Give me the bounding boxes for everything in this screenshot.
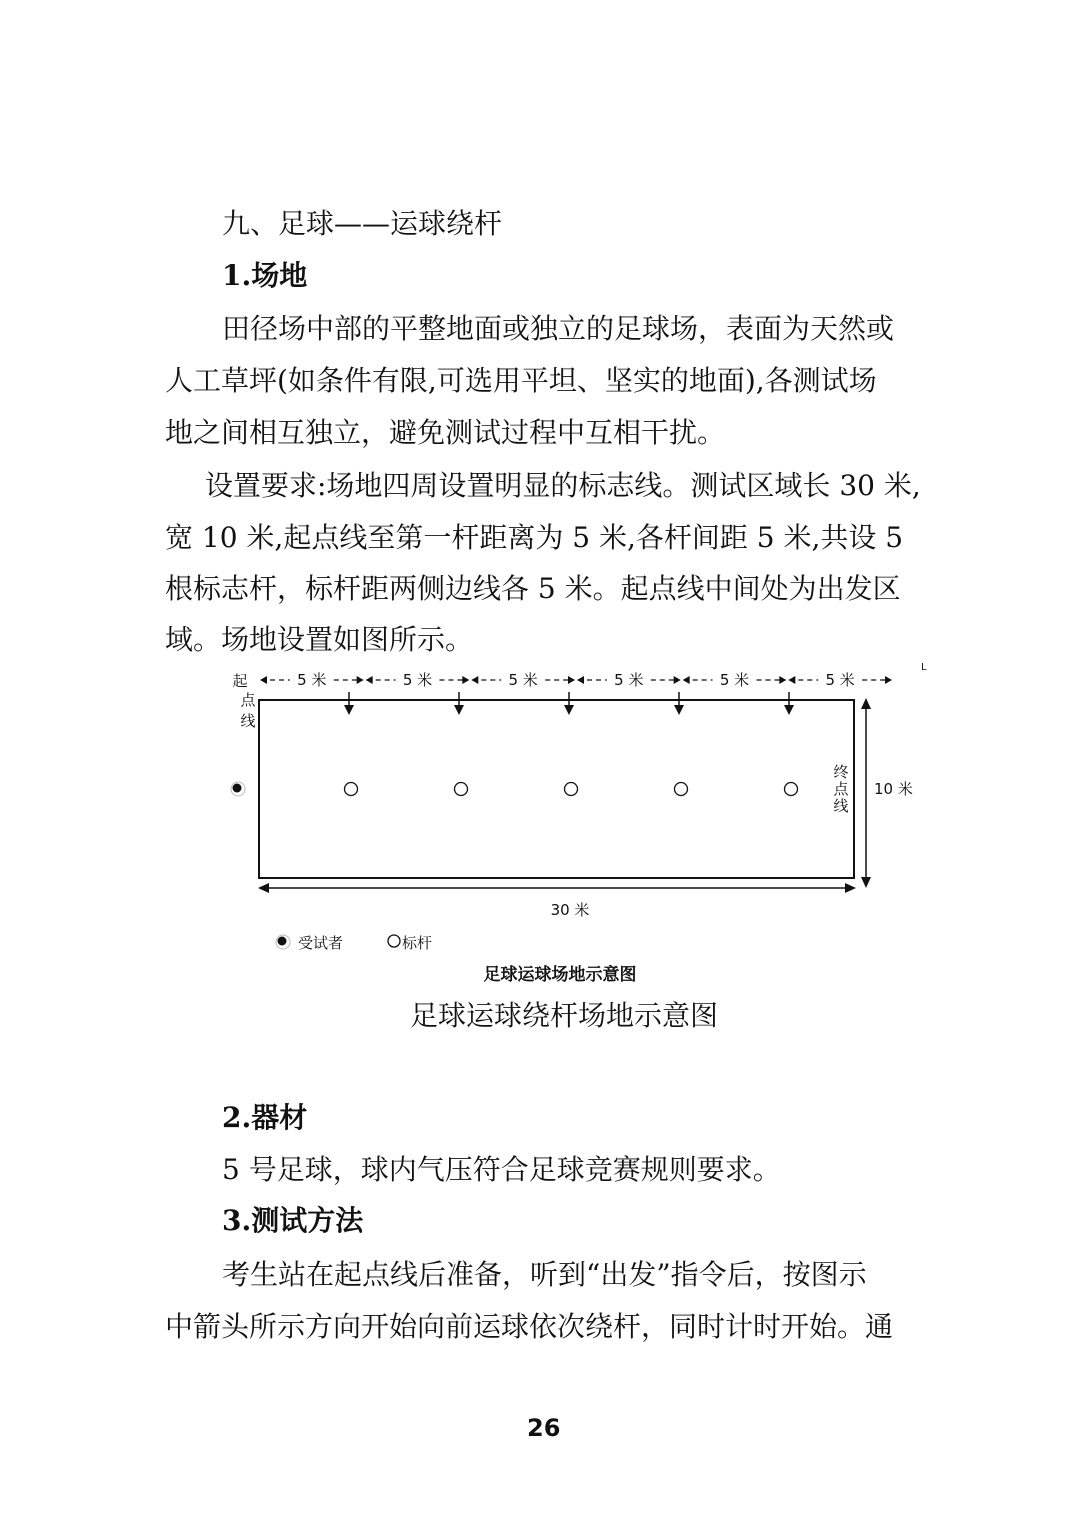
pole-direction-arrow (674, 692, 684, 715)
pole-marker (565, 783, 578, 796)
pole-direction-arrow (564, 692, 574, 715)
legend-pole-label: 标杆 (402, 934, 433, 952)
finish-line-char-1: 终 (833, 763, 849, 781)
pole-marker (785, 783, 798, 796)
segment-label: 5 米 (719, 671, 750, 689)
figure-caption: 足球运球绕杆场地示意图 (410, 999, 719, 1032)
pole-direction-arrow (784, 692, 794, 715)
venue-para2-line-4: 域。场地设置如图所示。 (165, 623, 474, 656)
venue-heading: 1.场地 (222, 259, 308, 292)
venue-para1-line-3: 地之间相互独立，避免测试过程中互相干扰。 (165, 416, 726, 449)
finish-line-char-2: 点 (833, 780, 849, 798)
venue-para2-line-1: 设置要求:场地四周设置明显的标志线。测试区域长 30 米, (205, 469, 921, 502)
length-dimension (258, 883, 856, 919)
top-dimension-segment (788, 671, 892, 689)
width-dimension (861, 698, 913, 888)
pole-marker (455, 783, 468, 796)
start-line-char-1: 起 (232, 672, 248, 690)
venue-para2-line-3: 根标志杆，标杆距两侧边线各 5 米。起点线中间处为出发区 (165, 572, 901, 605)
method-heading: 3.测试方法 (222, 1204, 364, 1237)
segment-label: 5 米 (508, 671, 538, 689)
top-dimension-arrows (260, 671, 892, 689)
method-line-2: 中箭头所示方向开始向前运球依次绕杆，同时计时开始。通 (165, 1310, 894, 1343)
legend-player-label: 受试者 (298, 934, 344, 952)
venue-para1-line-1: 田径场中部的平整地面或独立的足球场，表面为天然或 (222, 312, 895, 345)
page-number: 26 (527, 1414, 561, 1442)
equipment-text: 5 号足球，球内气压符合足球竞赛规则要求。 (222, 1153, 781, 1186)
top-dimension-segment (366, 671, 470, 689)
start-line-char-2: 点 (240, 691, 256, 709)
pole-marker (345, 783, 358, 796)
pole-direction-arrow (454, 692, 464, 715)
segment-label: 5 米 (614, 671, 644, 689)
player-marker (231, 782, 245, 796)
section-title: 九、足球——运球绕杆 (222, 207, 503, 240)
top-dimension-segment (577, 671, 681, 689)
segment-label: 5 米 (825, 671, 855, 689)
top-dimension-segment (683, 671, 787, 689)
pole-marker (675, 783, 688, 796)
segment-label: 5 米 (402, 671, 433, 689)
length-label: 30 米 (550, 901, 590, 919)
equipment-heading: 2.器材 (222, 1101, 308, 1134)
segment-label: 5 米 (297, 671, 327, 689)
start-line-label (232, 672, 256, 730)
field-diagram (220, 660, 940, 990)
top-dimension-segment (260, 671, 364, 689)
venue-para1-line-2: 人工草坪(如条件有限,可选用平坦、坚实的地面),各测试场 (165, 364, 877, 397)
method-line-1: 考生站在起点线后准备，听到“出发”指令后，按图示 (222, 1258, 867, 1291)
width-label: 10 米 (874, 780, 913, 798)
stray-mark: L (921, 662, 927, 673)
top-dimension-segment (471, 671, 575, 689)
pole-direction-arrow (344, 692, 354, 715)
finish-line-label (833, 763, 849, 815)
diagram-inner-caption: 足球运球场地示意图 (483, 965, 637, 985)
field-boundary (259, 700, 854, 878)
legend (276, 934, 432, 952)
start-line-char-3: 线 (240, 712, 256, 730)
finish-line-char-3: 线 (833, 797, 849, 815)
poles-group (344, 692, 798, 796)
venue-para2-line-2: 宽 10 米,起点线至第一杆距离为 5 米,各杆间距 5 米,共设 5 (165, 521, 904, 554)
